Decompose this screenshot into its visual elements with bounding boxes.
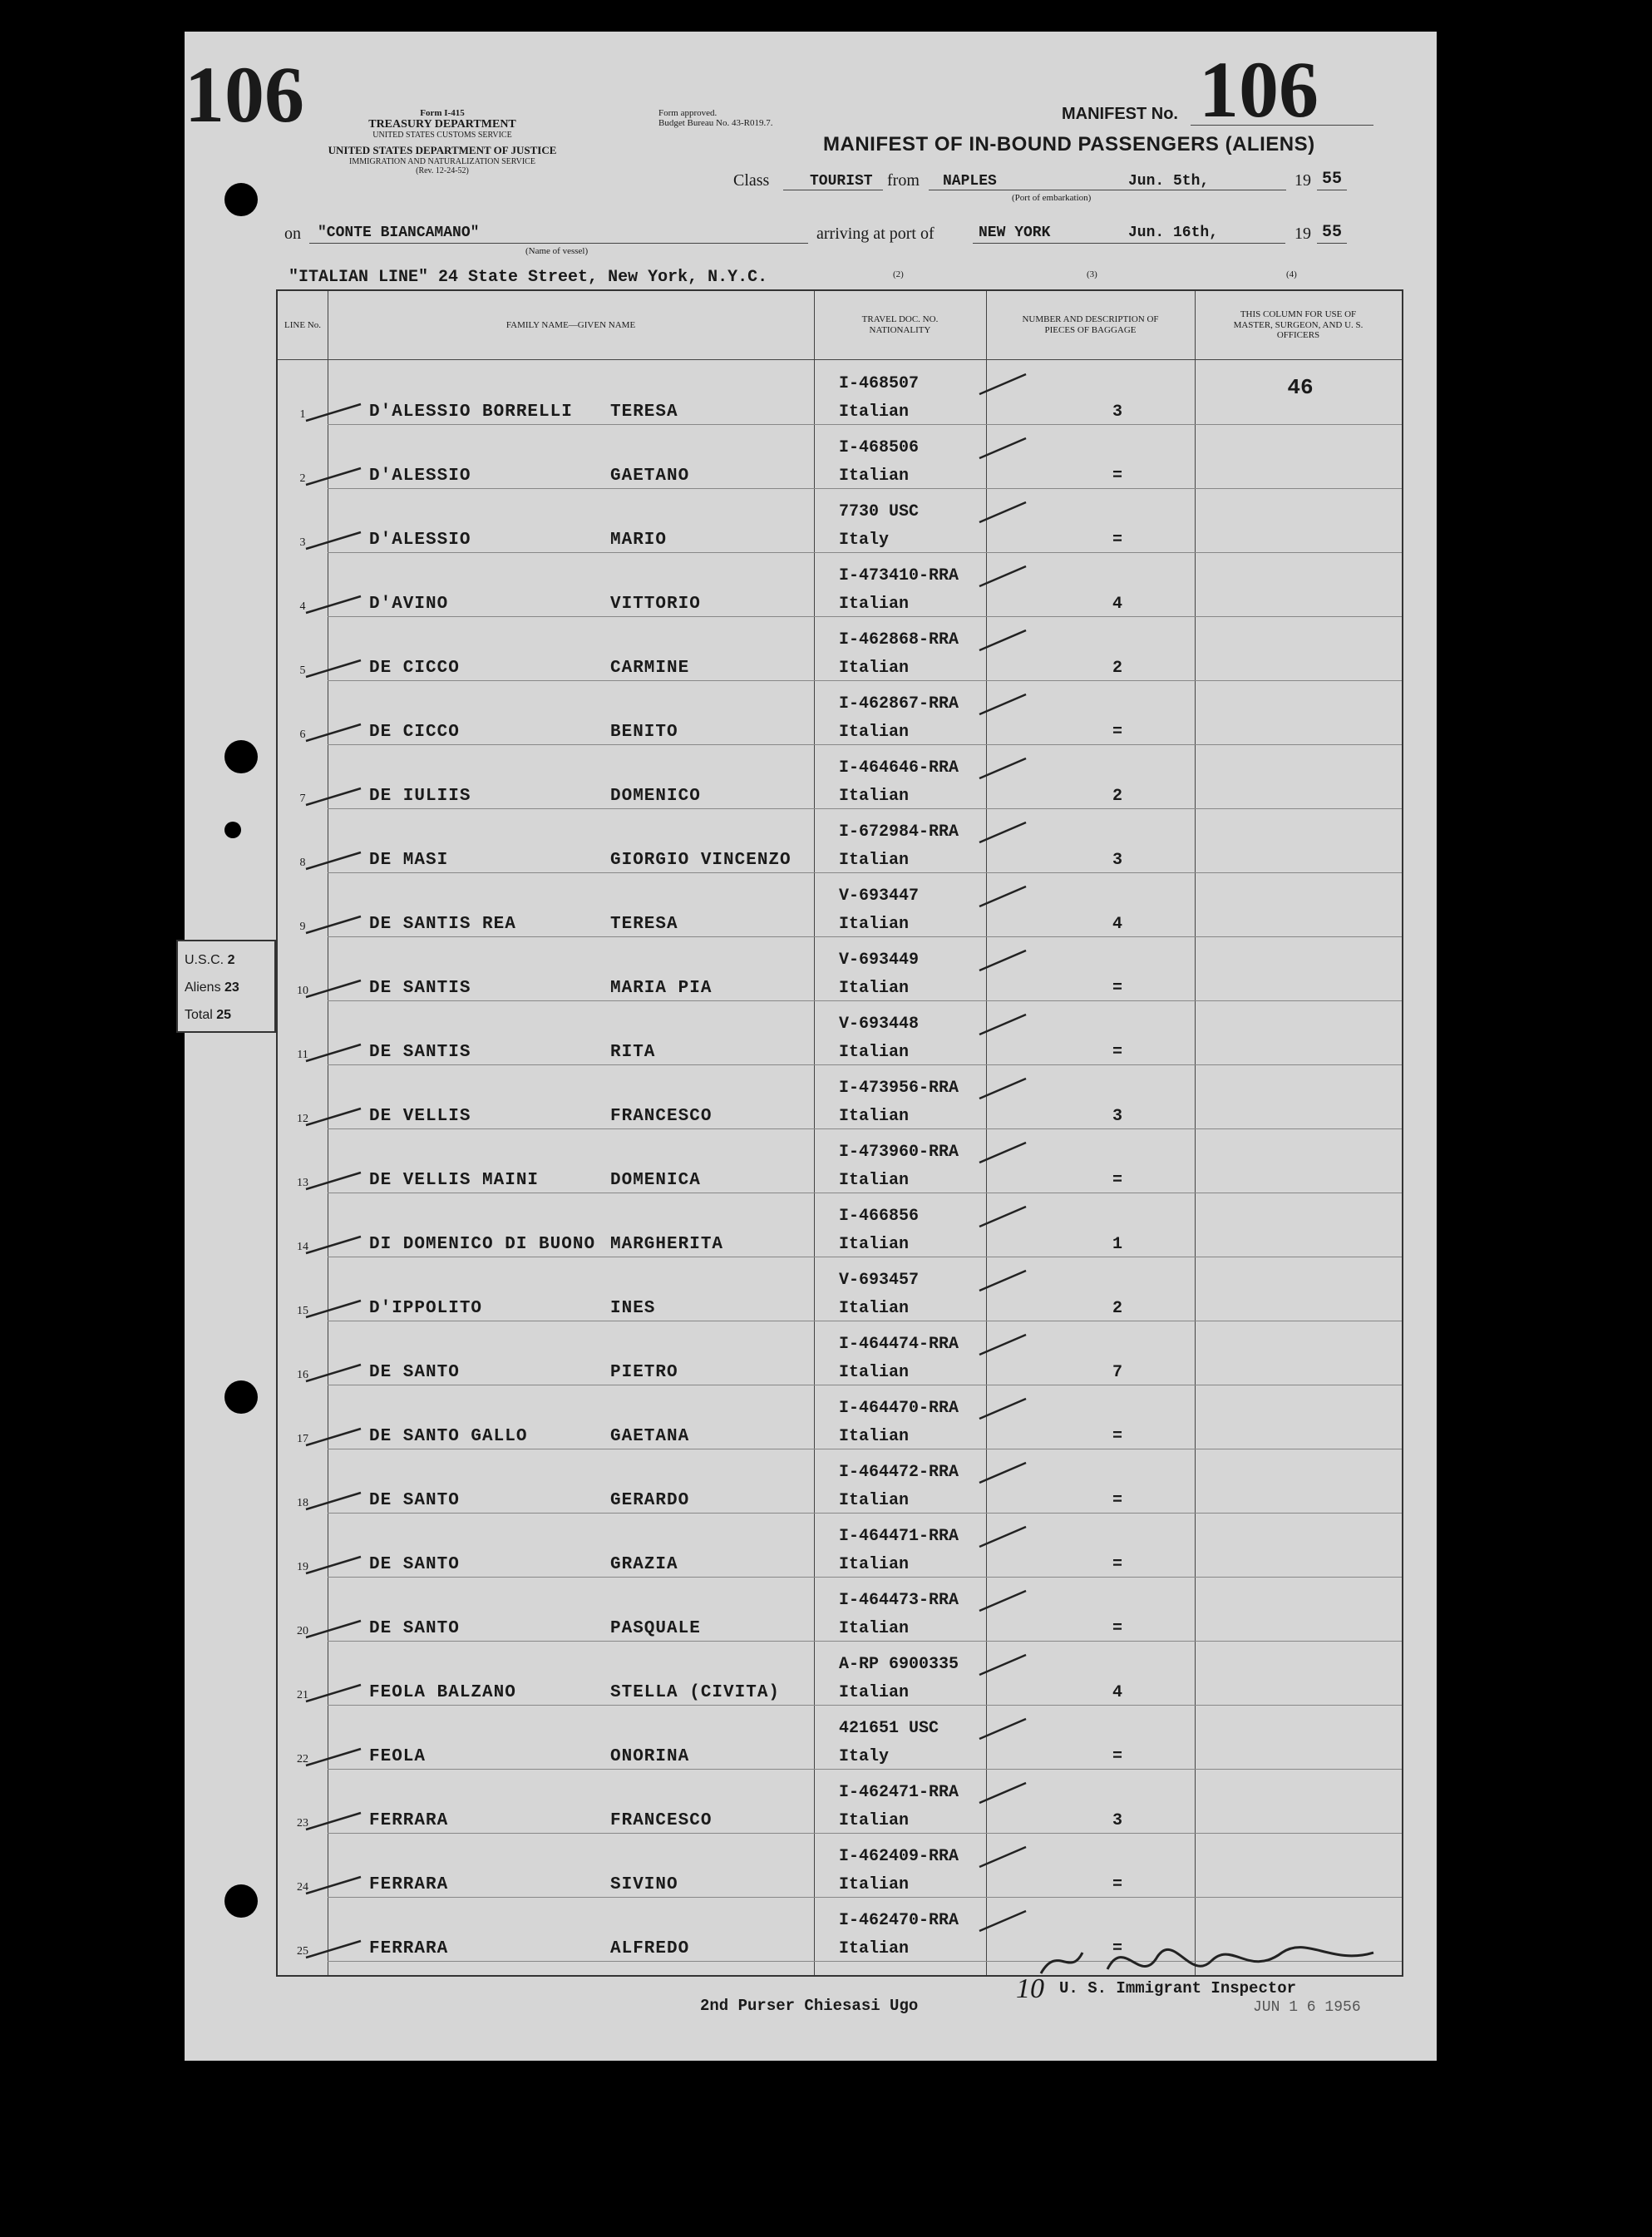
table-row xyxy=(278,425,1402,489)
check-mark-icon xyxy=(976,1583,1043,1616)
col-marker-2: (2) xyxy=(893,269,904,279)
binder-hole xyxy=(224,740,258,773)
check-mark-icon xyxy=(976,1454,1043,1488)
row-nationality: Italian xyxy=(839,1619,910,1638)
row-family-name: FEOLA xyxy=(369,1747,427,1766)
row-family-name: DE SANTIS xyxy=(369,979,471,998)
row-travel-doc: V-693448 xyxy=(839,1015,920,1034)
row-line-number: 24 xyxy=(297,1881,308,1894)
year-2: 55 xyxy=(1322,223,1343,242)
check-mark-icon xyxy=(976,1711,1043,1744)
tally-usc-value: 2 xyxy=(227,953,235,967)
row-nationality: Italian xyxy=(839,1875,910,1894)
row-given-name: ONORINA xyxy=(610,1747,690,1766)
row-nationality: Italian xyxy=(839,1683,910,1702)
check-mark-icon xyxy=(976,622,1043,655)
row-travel-doc: 7730 USC xyxy=(839,502,920,521)
tick-mark-icon xyxy=(303,655,369,680)
row-family-name: FERRARA xyxy=(369,1811,449,1830)
tick-mark-icon xyxy=(303,1872,369,1897)
tick-mark-icon xyxy=(303,1360,369,1385)
tick-mark-icon xyxy=(303,1039,369,1064)
row-nationality: Italian xyxy=(839,467,910,486)
treasury-department: TREASURY DEPARTMENT xyxy=(368,118,516,131)
tick-mark-icon xyxy=(303,1488,369,1513)
arriving-label: arriving at port of xyxy=(816,225,934,243)
embark-note: (Port of embarkation) xyxy=(1012,193,1092,203)
row-line-number: 6 xyxy=(299,728,306,741)
row-given-name: GAETANO xyxy=(610,467,690,486)
row-given-name: CARMINE xyxy=(610,659,690,678)
check-mark-icon xyxy=(976,1198,1043,1232)
row-line-number: 21 xyxy=(297,1689,308,1701)
row-given-name: FRANCESCO xyxy=(610,1107,713,1126)
row-nationality: Italian xyxy=(839,979,910,998)
passenger-table xyxy=(276,289,1403,1977)
table-row xyxy=(278,1129,1402,1193)
table-row xyxy=(278,1001,1402,1065)
row-baggage: 2 xyxy=(1112,787,1122,806)
on-label: on xyxy=(284,225,301,243)
row-travel-doc: A-RP 6900335 xyxy=(839,1655,959,1674)
tick-mark-icon xyxy=(303,975,369,1000)
tick-mark-icon xyxy=(303,1552,369,1577)
tick-mark-icon xyxy=(303,911,369,936)
row-family-name: DE SANTIS xyxy=(369,1043,471,1062)
row-line-number: 1 xyxy=(299,408,306,421)
row-nationality: Italian xyxy=(839,851,910,870)
row-given-name: ALFREDO xyxy=(610,1939,690,1958)
row-travel-doc: I-464470-RRA xyxy=(839,1399,959,1418)
tick-mark-icon xyxy=(303,1936,369,1961)
customs-service: UNITED STATES CUSTOMS SERVICE xyxy=(372,131,512,141)
vessel-note: (Name of vessel) xyxy=(525,246,589,256)
check-mark-icon xyxy=(976,1518,1043,1552)
row-line-number: 18 xyxy=(297,1497,308,1509)
binder-hole xyxy=(224,822,241,838)
check-mark-icon xyxy=(976,814,1043,847)
tally-aliens-label: Aliens xyxy=(185,980,221,995)
header-travel-doc: TRAVEL DOC. NO. NATIONALITY xyxy=(861,314,939,335)
row-travel-doc: V-693449 xyxy=(839,951,920,970)
table-row xyxy=(278,1065,1402,1129)
row-family-name: DE SANTIS REA xyxy=(369,915,516,934)
row-family-name: FEOLA BALZANO xyxy=(369,1683,516,1702)
row-family-name: D'AVINO xyxy=(369,595,449,614)
row-nationality: Italian xyxy=(839,1427,910,1446)
row-nationality: Italian xyxy=(839,1491,910,1510)
row-given-name: GERARDO xyxy=(610,1491,690,1510)
check-mark-icon xyxy=(976,430,1043,463)
row-line-number: 10 xyxy=(297,985,308,997)
row-given-name: TERESA xyxy=(610,402,678,422)
col-marker-3: (3) xyxy=(1087,269,1097,279)
row-family-name: DE IULIIS xyxy=(369,787,471,806)
form-block xyxy=(276,108,609,175)
manifest-number-rule xyxy=(1191,125,1373,126)
row-family-name: D'ALESSIO BORRELLI xyxy=(369,402,573,422)
table-row xyxy=(278,1449,1402,1514)
row-travel-doc: I-462868-RRA xyxy=(839,630,959,649)
approval-line-1: Form approved. xyxy=(658,108,718,118)
table-row xyxy=(278,873,1402,937)
binder-hole xyxy=(224,183,258,216)
manifest-number-left: 106 xyxy=(185,50,304,139)
row-travel-doc: I-464472-RRA xyxy=(839,1463,959,1482)
row-family-name: DE SANTO xyxy=(369,1619,460,1638)
tally-box xyxy=(176,940,276,1033)
table-row xyxy=(278,1770,1402,1834)
row-baggage: = xyxy=(1112,1747,1122,1766)
row-line-number: 11 xyxy=(297,1049,308,1061)
check-mark-icon xyxy=(976,1262,1043,1296)
row-travel-doc: I-462409-RRA xyxy=(839,1847,959,1866)
tick-mark-icon xyxy=(303,1680,369,1705)
tick-mark-icon xyxy=(303,1104,369,1128)
binder-hole xyxy=(224,1380,258,1414)
row-baggage: = xyxy=(1112,1875,1122,1894)
table-row xyxy=(278,1578,1402,1642)
row-given-name: DOMENICA xyxy=(610,1171,701,1190)
check-mark-icon xyxy=(976,750,1043,783)
row-nationality: Italian xyxy=(839,1939,910,1958)
row-baggage: = xyxy=(1112,1171,1122,1190)
row-baggage: = xyxy=(1112,1427,1122,1446)
row-given-name: GIORGIO VINCENZO xyxy=(610,851,791,870)
table-row xyxy=(278,937,1402,1001)
row-nationality: Italian xyxy=(839,595,910,614)
inspector-label: U. S. Immigrant Inspector xyxy=(1059,1979,1297,1997)
row-given-name: FRANCESCO xyxy=(610,1811,713,1830)
class-value: TOURIST xyxy=(810,173,873,190)
col-marker-4: (4) xyxy=(1286,269,1297,279)
check-mark-icon xyxy=(976,942,1043,975)
header-baggage: NUMBER AND DESCRIPTION OF PIECES OF BAGGAGE xyxy=(1022,314,1159,335)
check-mark-icon xyxy=(976,686,1043,719)
row-line-number: 7 xyxy=(299,793,306,805)
table-row xyxy=(278,617,1402,681)
row-given-name: GAETANA xyxy=(610,1427,690,1446)
row-baggage: = xyxy=(1112,467,1122,486)
tick-mark-icon xyxy=(303,1232,369,1257)
row-family-name: DE VELLIS xyxy=(369,1107,471,1126)
ins-service: IMMIGRATION AND NATURALIZATION SERVICE xyxy=(349,156,535,166)
row-line-number: 13 xyxy=(297,1177,308,1189)
form-number: Form I-415 xyxy=(420,108,465,118)
row-given-name: PIETRO xyxy=(610,1363,678,1382)
row-line-number: 17 xyxy=(297,1433,308,1445)
row-nationality: Italian xyxy=(839,659,910,678)
row-travel-doc: I-464646-RRA xyxy=(839,758,959,778)
year-1: 55 xyxy=(1322,170,1343,189)
row-baggage: = xyxy=(1112,1555,1122,1574)
table-row xyxy=(278,1642,1402,1706)
year-prefix: 19 xyxy=(1294,171,1311,190)
row-nationality: Italian xyxy=(839,402,910,422)
row-given-name: MARGHERITA xyxy=(610,1235,724,1254)
row-given-name: SIVINO xyxy=(610,1875,678,1894)
row-travel-doc: I-473410-RRA xyxy=(839,566,959,585)
row-travel-doc: I-466856 xyxy=(839,1207,920,1226)
row-nationality: Italian xyxy=(839,1043,910,1062)
tick-mark-icon xyxy=(303,527,369,552)
check-mark-icon xyxy=(976,1006,1043,1039)
row-family-name: DE CICCO xyxy=(369,659,460,678)
row-line-number: 15 xyxy=(297,1305,308,1317)
tally-usc xyxy=(185,946,268,974)
year-prefix-2: 19 xyxy=(1294,225,1311,243)
row-baggage: 3 xyxy=(1112,402,1122,422)
tick-mark-icon xyxy=(303,1744,369,1769)
row-travel-doc: I-473956-RRA xyxy=(839,1079,959,1098)
check-mark-icon xyxy=(976,1070,1043,1104)
row-baggage: 3 xyxy=(1112,851,1122,870)
row-travel-doc: V-693457 xyxy=(839,1271,920,1290)
row-line-number: 19 xyxy=(297,1561,308,1573)
row-family-name: FERRARA xyxy=(369,1875,449,1894)
row-officer-note: 46 xyxy=(1287,375,1314,400)
manifest-number-right: 106 xyxy=(1199,45,1319,134)
row-nationality: Italian xyxy=(839,723,910,742)
row-travel-doc: I-468506 xyxy=(839,438,920,457)
row-travel-doc: I-462470-RRA xyxy=(839,1911,959,1930)
tick-mark-icon xyxy=(303,1168,369,1193)
row-line-number: 8 xyxy=(299,857,306,869)
table-row xyxy=(278,1257,1402,1321)
table-row xyxy=(278,361,1402,425)
row-family-name: FERRARA xyxy=(369,1939,449,1958)
row-travel-doc: I-464471-RRA xyxy=(839,1527,959,1546)
class-label: Class xyxy=(733,171,770,190)
tick-mark-icon xyxy=(303,1808,369,1833)
binder-hole xyxy=(224,1884,258,1918)
arrival-date: Jun. 16th, xyxy=(1128,225,1219,241)
row-baggage: = xyxy=(1112,531,1122,550)
row-travel-doc: I-462867-RRA xyxy=(839,694,959,714)
row-family-name: D'ALESSIO xyxy=(369,531,471,550)
row-given-name: DOMENICO xyxy=(610,787,701,806)
row-baggage: 3 xyxy=(1112,1811,1122,1830)
row-family-name: DE VELLIS MAINI xyxy=(369,1171,540,1190)
row-given-name: RITA xyxy=(610,1043,656,1062)
embark-date: Jun. 5th, xyxy=(1128,173,1210,190)
row-travel-doc: 421651 USC xyxy=(839,1719,939,1738)
check-mark-icon xyxy=(976,1647,1043,1680)
row-line-number: 23 xyxy=(297,1817,308,1830)
row-baggage: 4 xyxy=(1112,915,1122,934)
tally-total-label: Total xyxy=(185,1008,213,1022)
approval-block xyxy=(658,108,772,128)
row-given-name: MARIA PIA xyxy=(610,979,713,998)
tally-aliens xyxy=(185,974,268,1001)
row-family-name: DE MASI xyxy=(369,851,449,870)
row-given-name: VITTORIO xyxy=(610,595,701,614)
row-family-name: DE CICCO xyxy=(369,723,460,742)
tick-mark-icon xyxy=(303,1616,369,1641)
handwritten-count: 10 xyxy=(1016,1973,1044,2004)
row-line-number: 20 xyxy=(297,1625,308,1637)
date-stamp: JUN 1 6 1956 xyxy=(1253,1999,1361,2016)
table-row xyxy=(278,1834,1402,1898)
check-mark-icon xyxy=(976,1134,1043,1168)
row-nationality: Italian xyxy=(839,915,910,934)
header-line-no: LINE No. xyxy=(284,319,321,330)
row-travel-doc: I-672984-RRA xyxy=(839,822,959,842)
from-label: from xyxy=(887,171,920,190)
approval-line-2: Budget Bureau No. 43-R019.7. xyxy=(658,118,773,129)
row-nationality: Italian xyxy=(839,1363,910,1382)
inspector-signature xyxy=(1033,1928,1398,1994)
row-family-name: D'IPPOLITO xyxy=(369,1299,483,1318)
tick-mark-icon xyxy=(303,847,369,872)
line-company: "ITALIAN LINE" 24 State Street, New York, N.Y.C. xyxy=(288,268,768,287)
row-line-number: 5 xyxy=(299,664,306,677)
check-mark-icon xyxy=(976,1326,1043,1360)
tick-mark-icon xyxy=(303,1424,369,1449)
row-baggage: 7 xyxy=(1112,1363,1122,1382)
row-baggage: = xyxy=(1112,1491,1122,1510)
row-travel-doc: I-464473-RRA xyxy=(839,1591,959,1610)
table-row xyxy=(278,1706,1402,1770)
row-given-name: TERESA xyxy=(610,915,678,934)
manifest-title: MANIFEST OF IN-BOUND PASSENGERS (ALIENS) xyxy=(823,133,1315,156)
row-travel-doc: I-464474-RRA xyxy=(839,1335,959,1354)
tick-mark-icon xyxy=(303,1296,369,1321)
row-line-number: 3 xyxy=(299,536,306,549)
check-mark-icon xyxy=(976,494,1043,527)
table-row xyxy=(278,809,1402,873)
row-given-name: BENITO xyxy=(610,723,678,742)
tick-mark-icon xyxy=(303,719,369,744)
row-line-number: 9 xyxy=(299,921,306,933)
row-baggage: = xyxy=(1112,723,1122,742)
tick-mark-icon xyxy=(303,591,369,616)
check-mark-icon xyxy=(976,878,1043,911)
row-nationality: Italian xyxy=(839,1555,910,1574)
header-officers: THIS COLUMN FOR USE OF MASTER, SURGEON, AND U. S. OFFICERS xyxy=(1233,309,1364,341)
row-family-name: DE SANTO xyxy=(369,1363,460,1382)
row-baggage: 1 xyxy=(1112,1235,1122,1254)
row-given-name: INES xyxy=(610,1299,656,1318)
tally-usc-label: U.S.C. xyxy=(185,953,224,967)
row-given-name: MARIO xyxy=(610,531,668,550)
row-nationality: Italian xyxy=(839,1107,910,1126)
tally-aliens-value: 23 xyxy=(224,980,239,995)
row-line-number: 4 xyxy=(299,600,306,613)
table-row xyxy=(278,1385,1402,1449)
row-family-name: D'ALESSIO xyxy=(369,467,471,486)
row-line-number: 12 xyxy=(297,1113,308,1125)
row-family-name: DE SANTO xyxy=(369,1555,460,1574)
row-baggage: 4 xyxy=(1112,595,1122,614)
row-nationality: Italian xyxy=(839,1235,910,1254)
tally-total xyxy=(185,1001,268,1029)
row-given-name: PASQUALE xyxy=(610,1619,701,1638)
manifest-label: MANIFEST No. xyxy=(1062,105,1178,123)
tick-mark-icon xyxy=(303,783,369,808)
row-nationality: Italy xyxy=(839,1747,890,1766)
row-line-number: 16 xyxy=(297,1369,308,1381)
table-row xyxy=(278,553,1402,617)
manifest-sheet xyxy=(185,32,1437,2061)
check-mark-icon xyxy=(976,1390,1043,1424)
row-nationality: Italian xyxy=(839,1171,910,1190)
arrival-port: NEW YORK xyxy=(979,225,1051,241)
purser-signature: 2nd Purser Chiesasi Ugo xyxy=(700,1997,919,2015)
from-value: NAPLES xyxy=(943,173,997,190)
row-baggage: 3 xyxy=(1112,1107,1122,1126)
tick-mark-icon xyxy=(303,399,369,424)
row-given-name: GRAZIA xyxy=(610,1555,678,1574)
row-line-number: 14 xyxy=(297,1241,308,1253)
row-line-number: 2 xyxy=(299,472,306,485)
table-row xyxy=(278,745,1402,809)
row-baggage: = xyxy=(1112,1043,1122,1062)
tick-mark-icon xyxy=(303,463,369,488)
vessel-name: "CONTE BIANCAMANO" xyxy=(318,225,480,241)
row-nationality: Italy xyxy=(839,531,890,550)
check-mark-icon xyxy=(976,1839,1043,1872)
table-row xyxy=(278,1514,1402,1578)
row-travel-doc: I-468507 xyxy=(839,374,920,393)
row-baggage: 2 xyxy=(1112,1299,1122,1318)
justice-department: UNITED STATES DEPARTMENT OF JUSTICE xyxy=(328,144,557,157)
row-family-name: DE SANTO xyxy=(369,1491,460,1510)
row-line-number: 22 xyxy=(297,1753,308,1765)
row-baggage: = xyxy=(1112,979,1122,998)
row-given-name: STELLA (CIVITA) xyxy=(610,1683,781,1702)
row-nationality: Italian xyxy=(839,1299,910,1318)
row-nationality: Italian xyxy=(839,787,910,806)
table-row xyxy=(278,681,1402,745)
table-row xyxy=(278,1321,1402,1385)
table-row xyxy=(278,489,1402,553)
header-name: FAMILY NAME—GIVEN NAME xyxy=(505,319,636,330)
row-travel-doc: I-473960-RRA xyxy=(839,1143,959,1162)
row-family-name: DE SANTO GALLO xyxy=(369,1427,528,1446)
row-travel-doc: I-462471-RRA xyxy=(839,1783,959,1802)
row-baggage: 4 xyxy=(1112,1683,1122,1702)
row-baggage: = xyxy=(1112,1939,1122,1958)
row-baggage: 2 xyxy=(1112,659,1122,678)
tally-total-value: 25 xyxy=(216,1008,232,1022)
row-line-number: 25 xyxy=(297,1945,308,1958)
row-baggage: = xyxy=(1112,1619,1122,1638)
header-rule xyxy=(278,359,1402,360)
row-nationality: Italian xyxy=(839,1811,910,1830)
check-mark-icon xyxy=(976,558,1043,591)
row-family-name: DI DOMENICO DI BUONO xyxy=(369,1235,596,1254)
row-travel-doc: V-693447 xyxy=(839,886,920,906)
table-row xyxy=(278,1193,1402,1257)
check-mark-icon xyxy=(976,1775,1043,1808)
check-mark-icon xyxy=(976,366,1043,399)
form-revision: (Rev. 12-24-52) xyxy=(416,165,469,175)
